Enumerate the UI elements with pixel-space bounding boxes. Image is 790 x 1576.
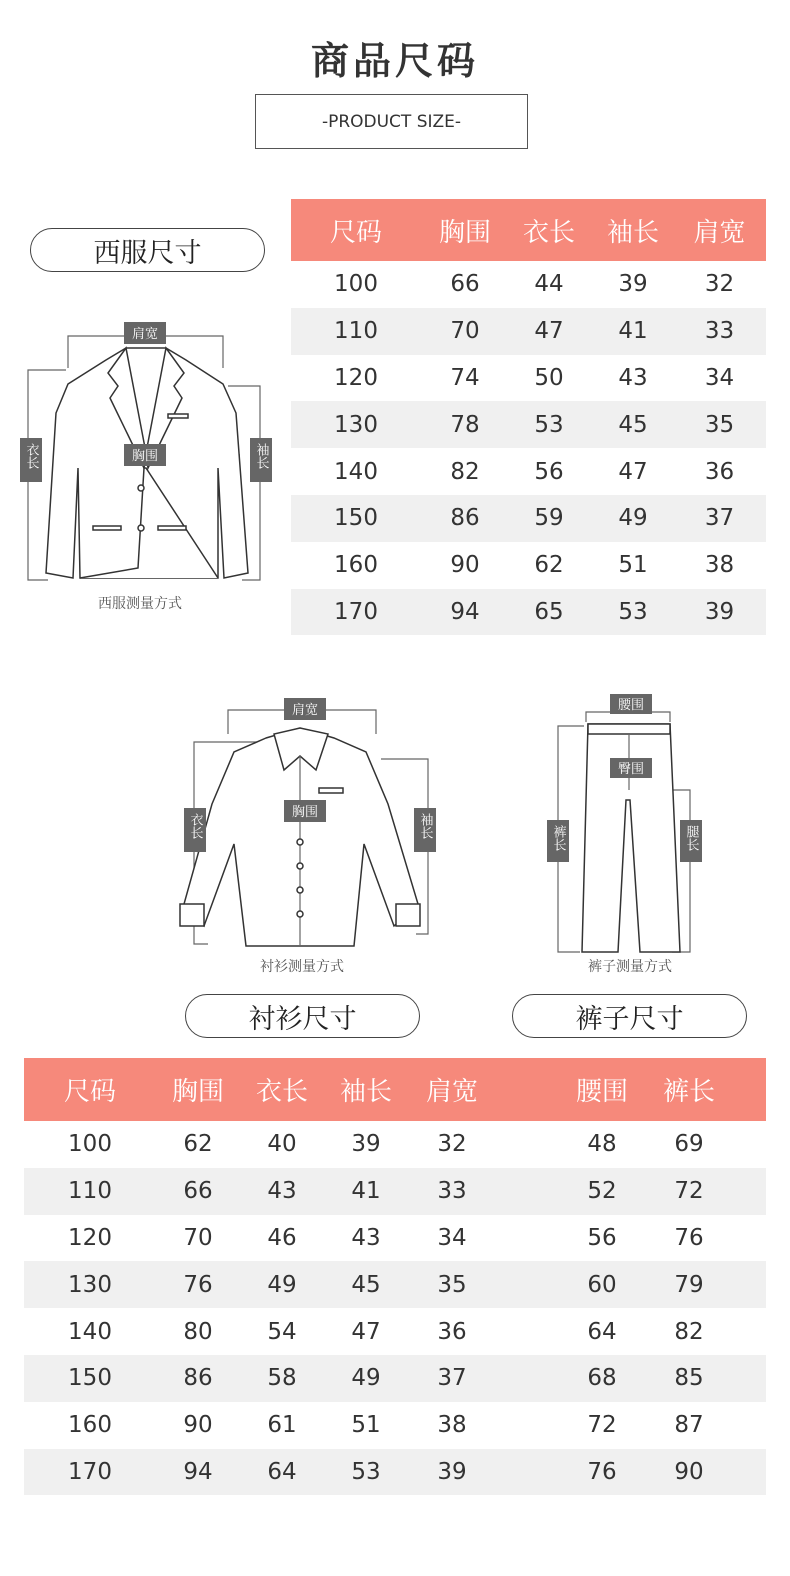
table-cell: 47 xyxy=(534,318,564,345)
table-cell: 54 xyxy=(267,1318,297,1345)
table-cell: 76 xyxy=(674,1224,704,1251)
table-cell: 60 xyxy=(587,1271,617,1298)
svg-text:肩宽: 肩宽 xyxy=(131,327,159,342)
table-cell: 47 xyxy=(618,458,648,485)
table-row xyxy=(24,1215,766,1262)
table-cell: 68 xyxy=(587,1365,617,1392)
table-cell: 56 xyxy=(587,1224,617,1251)
table-cell: 76 xyxy=(183,1271,213,1298)
chest-tag xyxy=(284,800,326,822)
suit-diagram-caption: 西服测量方式 xyxy=(98,596,182,612)
table-cell: 74 xyxy=(450,364,480,391)
table-cell: 53 xyxy=(351,1458,381,1485)
table-cell: 86 xyxy=(183,1365,213,1392)
table-cell: 82 xyxy=(450,458,480,485)
combined-table-header xyxy=(24,1058,766,1121)
header-chest: 胸围 xyxy=(438,217,491,248)
table-row xyxy=(24,1121,766,1168)
svg-text:袖长: 袖长 xyxy=(417,813,433,839)
table-cell: 70 xyxy=(183,1224,213,1251)
page-title: 商品尺码 xyxy=(310,39,479,83)
table-cell: 170 xyxy=(334,598,378,625)
table-cell: 66 xyxy=(450,271,480,298)
suit-table-header xyxy=(291,199,766,261)
table-cell: 51 xyxy=(618,552,648,579)
length-tag xyxy=(20,438,42,482)
table-cell: 38 xyxy=(704,552,735,579)
shirt-size-label: 衬衫尺寸 xyxy=(185,994,420,1038)
table-row xyxy=(291,308,766,355)
table-cell: 64 xyxy=(267,1458,297,1485)
suit-size-label: 西服尺寸 xyxy=(30,228,265,272)
table-cell: 79 xyxy=(674,1271,704,1298)
table-cell: 43 xyxy=(351,1224,381,1251)
table-cell: 150 xyxy=(334,505,378,532)
table-cell: 58 xyxy=(267,1365,297,1392)
table-row xyxy=(24,1355,766,1402)
table-cell: 120 xyxy=(68,1224,112,1251)
table-cell: 44 xyxy=(534,271,564,298)
shoulder-tag xyxy=(124,322,166,344)
table-cell: 62 xyxy=(183,1131,213,1158)
shirt-measurement-diagram xyxy=(176,694,438,956)
table-cell: 49 xyxy=(618,505,648,532)
table-cell: 94 xyxy=(183,1458,213,1485)
table-row xyxy=(24,1402,766,1449)
suit-measurement-diagram xyxy=(18,318,278,618)
svg-text:裤长: 裤长 xyxy=(550,825,566,851)
table-row xyxy=(291,542,766,589)
table-cell: 69 xyxy=(674,1131,704,1158)
table-cell: 39 xyxy=(618,271,648,298)
table-row xyxy=(24,1261,766,1308)
table-cell: 170 xyxy=(68,1458,112,1485)
leg-length-tag xyxy=(680,820,702,862)
table-cell: 130 xyxy=(334,411,378,438)
svg-text:胸围: 胸围 xyxy=(131,449,159,464)
table-cell: 33 xyxy=(704,318,735,345)
table-cell: 59 xyxy=(534,505,564,532)
table-cell: 49 xyxy=(267,1271,297,1298)
svg-text:衣长: 衣长 xyxy=(23,443,39,469)
table-row xyxy=(24,1308,766,1355)
table-cell: 43 xyxy=(267,1178,297,1205)
header-pants-length: 裤长 xyxy=(662,1077,715,1107)
table-cell: 41 xyxy=(618,318,648,345)
suit-size-table xyxy=(291,199,766,635)
table-cell: 140 xyxy=(334,458,378,485)
table-cell: 100 xyxy=(68,1131,112,1158)
header-waist: 腰围 xyxy=(575,1077,628,1107)
table-cell: 34 xyxy=(704,364,735,391)
table-cell: 45 xyxy=(618,411,648,438)
svg-text:胸围: 胸围 xyxy=(291,805,319,820)
header-sleeve: 袖长 xyxy=(339,1077,392,1107)
table-cell: 80 xyxy=(183,1318,213,1345)
table-row xyxy=(291,401,766,448)
shirt-pants-size-table xyxy=(24,1058,766,1495)
sleeve-tag xyxy=(414,808,436,852)
sleeve-tag xyxy=(250,438,272,482)
table-cell: 41 xyxy=(351,1178,381,1205)
shirt-diagram-caption: 衬衫测量方式 xyxy=(260,959,344,975)
table-cell: 56 xyxy=(534,458,564,485)
table-cell: 90 xyxy=(183,1412,213,1439)
header-size: 尺码 xyxy=(329,217,382,248)
table-cell: 150 xyxy=(68,1365,112,1392)
table-cell: 52 xyxy=(587,1178,617,1205)
table-cell: 32 xyxy=(437,1131,467,1158)
header-size: 尺码 xyxy=(63,1077,116,1107)
table-cell: 40 xyxy=(267,1131,297,1158)
table-cell: 62 xyxy=(534,552,564,579)
svg-text:衣长: 衣长 xyxy=(187,813,203,839)
pants-size-label: 裤子尺寸 xyxy=(512,994,747,1038)
table-cell: 47 xyxy=(351,1318,381,1345)
table-cell: 160 xyxy=(334,552,378,579)
table-row xyxy=(291,589,766,636)
table-cell: 32 xyxy=(704,271,735,298)
pants-measurement-diagram xyxy=(540,690,720,958)
table-cell: 110 xyxy=(68,1178,112,1205)
table-cell: 61 xyxy=(267,1412,297,1439)
table-cell: 45 xyxy=(351,1271,381,1298)
table-cell: 53 xyxy=(618,598,648,625)
svg-text:腿长: 腿长 xyxy=(683,825,699,851)
table-row xyxy=(291,448,766,495)
table-row xyxy=(24,1449,766,1496)
table-cell: 66 xyxy=(183,1178,213,1205)
table-cell: 39 xyxy=(704,598,735,625)
table-cell: 82 xyxy=(674,1318,704,1345)
waist-tag xyxy=(610,694,652,714)
pants-diagram-caption: 裤子测量方式 xyxy=(588,959,672,975)
pants-length-tag xyxy=(547,820,569,862)
table-cell: 43 xyxy=(618,364,648,391)
table-cell: 35 xyxy=(704,411,735,438)
table-cell: 76 xyxy=(587,1458,617,1485)
table-cell: 72 xyxy=(674,1178,704,1205)
hip-tag xyxy=(610,758,652,778)
table-cell: 72 xyxy=(587,1412,617,1439)
table-cell: 53 xyxy=(534,411,564,438)
table-cell: 49 xyxy=(351,1365,381,1392)
table-cell: 130 xyxy=(68,1271,112,1298)
page-subtitle: -PRODUCT SIZE- xyxy=(255,94,528,149)
table-cell: 70 xyxy=(450,318,480,345)
table-row xyxy=(291,495,766,542)
table-row xyxy=(291,355,766,402)
table-cell: 34 xyxy=(437,1224,467,1251)
table-cell: 48 xyxy=(587,1131,617,1158)
header-sleeve: 袖长 xyxy=(606,217,659,248)
table-cell: 140 xyxy=(68,1318,112,1345)
table-cell: 78 xyxy=(450,411,480,438)
length-tag xyxy=(184,808,206,852)
svg-text:臀围: 臀围 xyxy=(617,762,645,777)
table-row xyxy=(24,1168,766,1215)
table-cell: 38 xyxy=(437,1412,467,1439)
table-cell: 65 xyxy=(534,598,564,625)
table-cell: 90 xyxy=(674,1458,704,1485)
table-cell: 50 xyxy=(534,364,564,391)
table-cell: 90 xyxy=(450,552,480,579)
table-cell: 87 xyxy=(674,1412,704,1439)
header-length: 衣长 xyxy=(255,1077,308,1107)
table-cell: 160 xyxy=(68,1412,112,1439)
table-cell: 100 xyxy=(334,271,378,298)
table-cell: 39 xyxy=(351,1131,381,1158)
table-cell: 37 xyxy=(437,1365,467,1392)
header-length: 衣长 xyxy=(522,217,575,248)
table-cell: 33 xyxy=(437,1178,467,1205)
header-shoulder: 肩宽 xyxy=(693,217,746,248)
header-shoulder: 肩宽 xyxy=(425,1077,478,1107)
table-cell: 120 xyxy=(334,364,378,391)
table-cell: 35 xyxy=(437,1271,467,1298)
table-cell: 64 xyxy=(587,1318,617,1345)
table-cell: 110 xyxy=(334,318,378,345)
table-cell: 51 xyxy=(351,1412,381,1439)
table-cell: 36 xyxy=(704,458,735,485)
table-cell: 37 xyxy=(704,505,735,532)
table-cell: 85 xyxy=(674,1365,704,1392)
table-cell: 36 xyxy=(437,1318,467,1345)
table-cell: 86 xyxy=(450,505,480,532)
header-chest: 胸围 xyxy=(171,1077,224,1107)
svg-text:袖长: 袖长 xyxy=(253,443,269,469)
table-cell: 39 xyxy=(437,1458,467,1485)
table-cell: 94 xyxy=(450,598,480,625)
chest-tag xyxy=(124,444,166,466)
shoulder-tag xyxy=(284,698,326,720)
table-cell: 46 xyxy=(267,1224,297,1251)
svg-text:肩宽: 肩宽 xyxy=(291,703,319,718)
table-row xyxy=(291,261,766,308)
svg-text:腰围: 腰围 xyxy=(617,698,645,713)
